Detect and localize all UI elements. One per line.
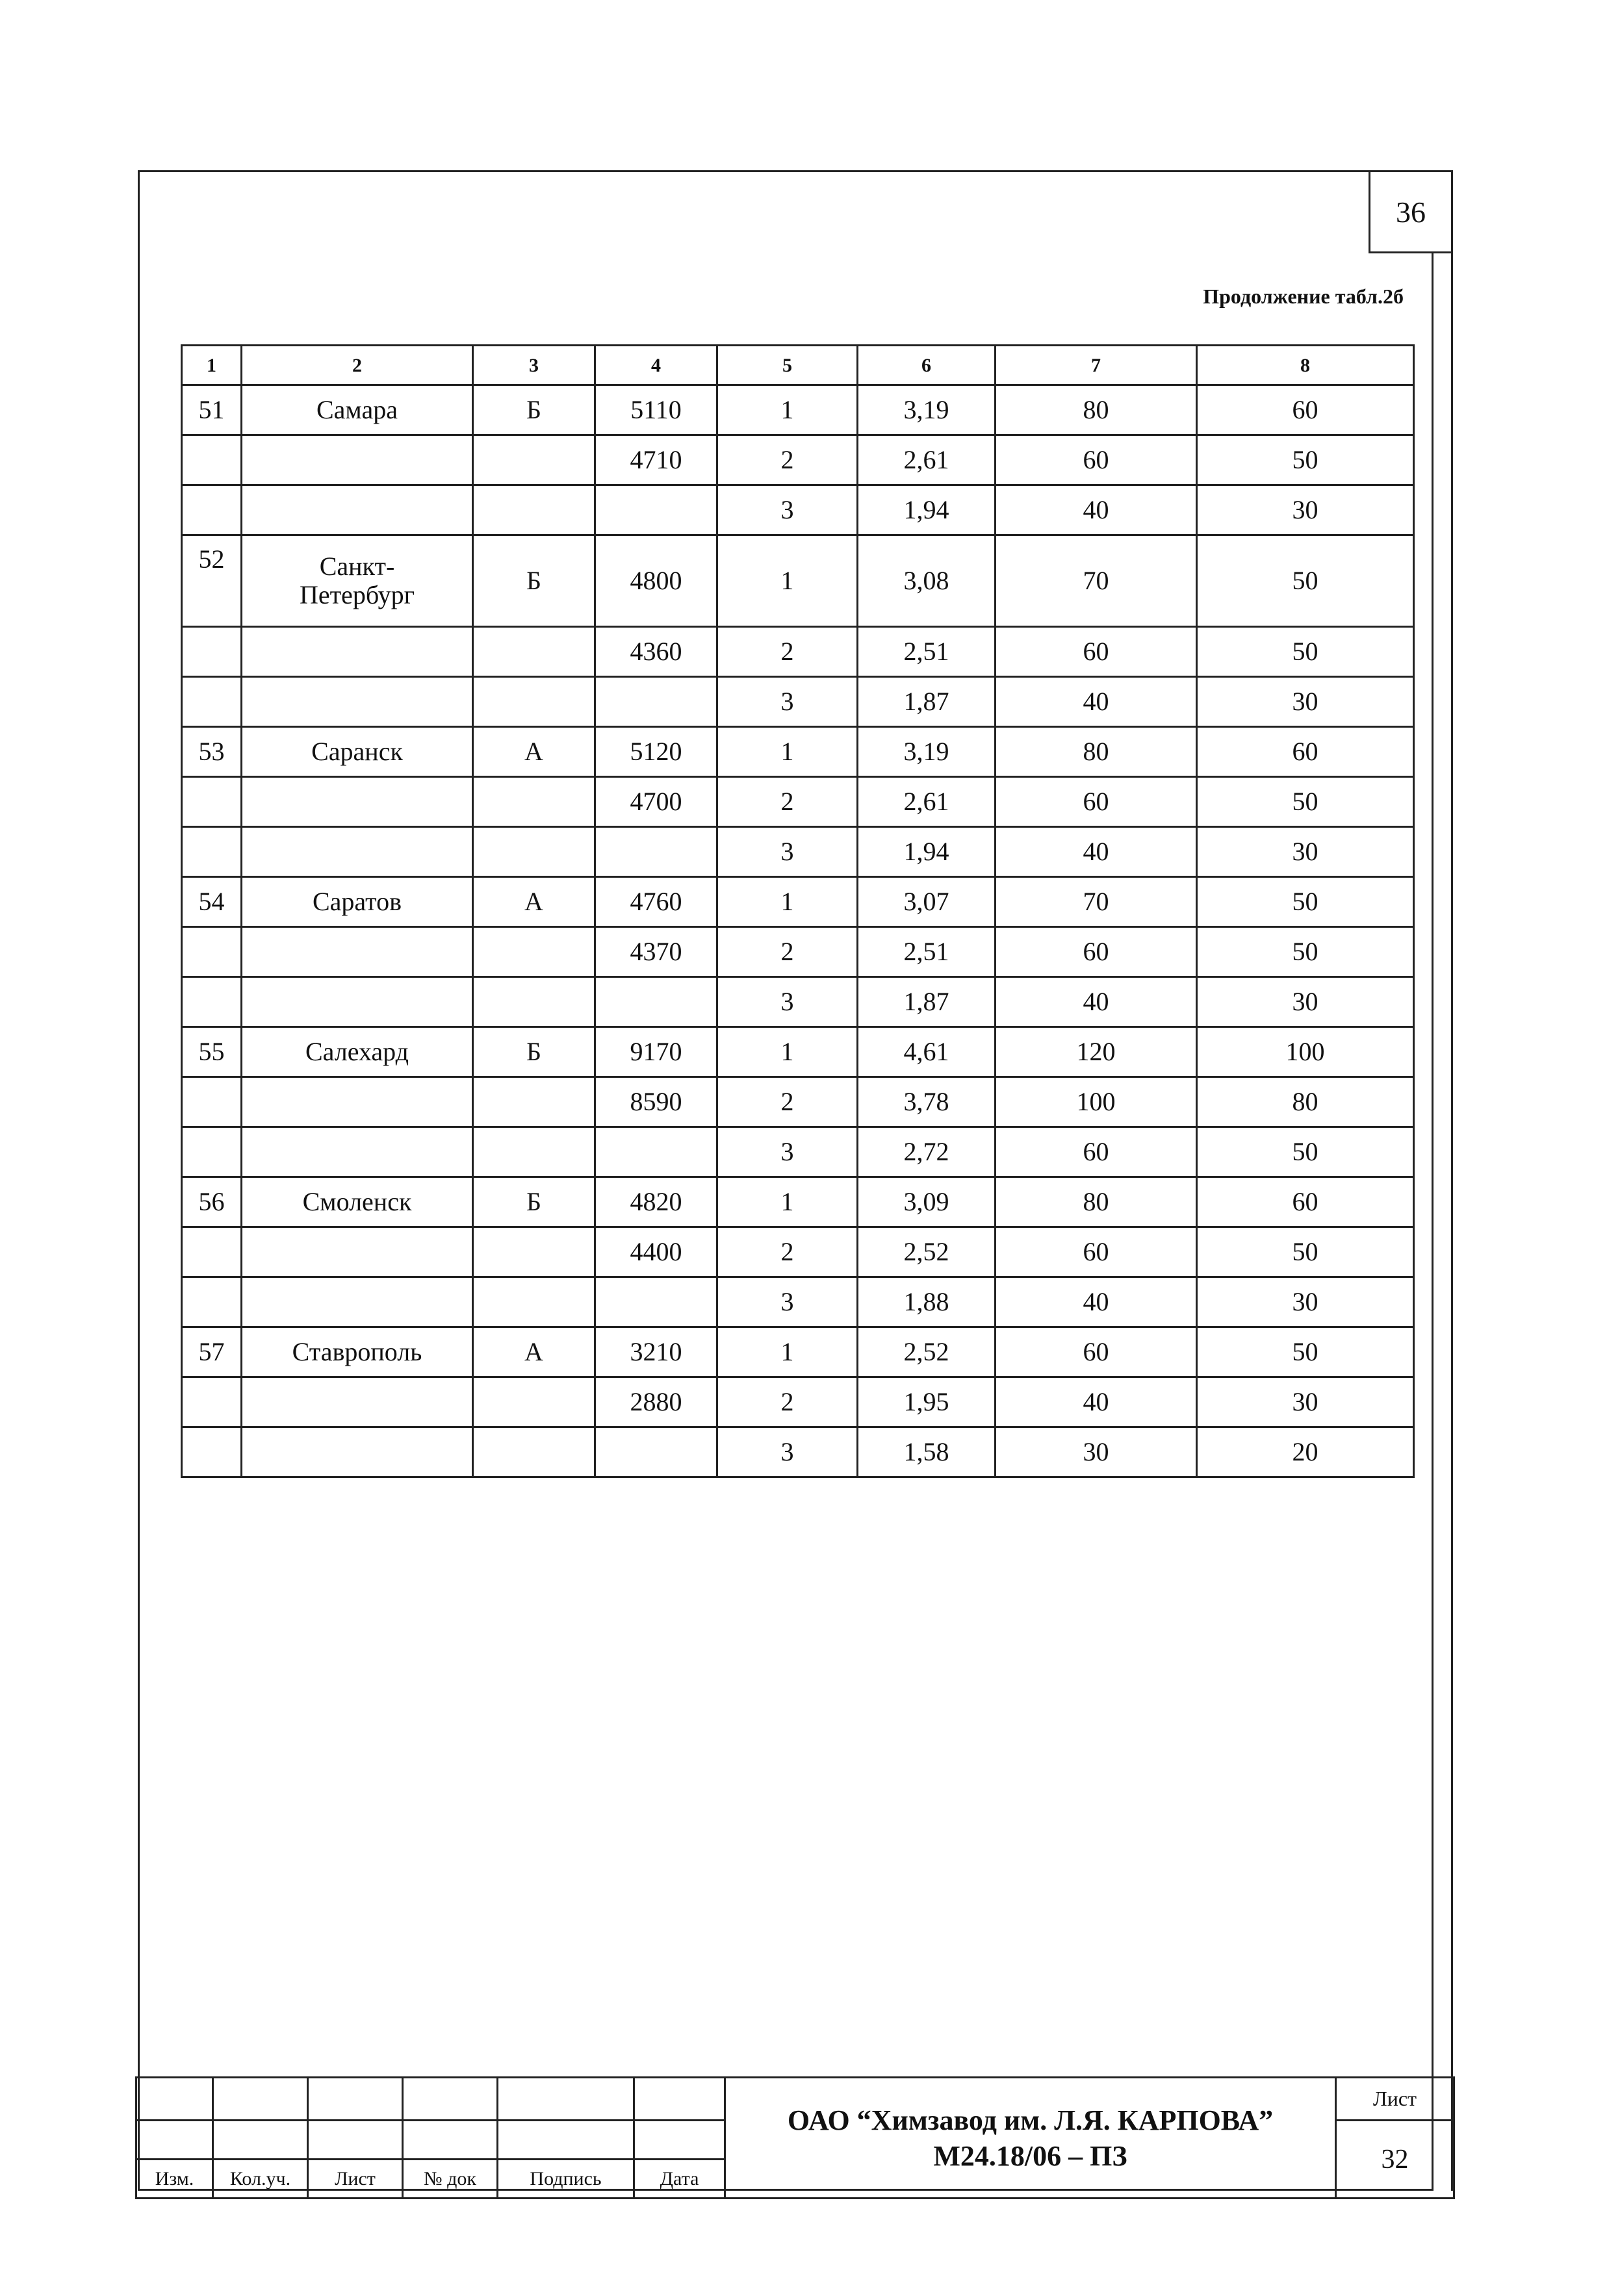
table-cell: 3 <box>717 485 858 535</box>
table-cell <box>242 485 473 535</box>
table-cell: 9170 <box>595 1027 717 1077</box>
table-cell: 80 <box>996 1177 1197 1227</box>
table-cell: 50 <box>1197 877 1414 927</box>
table-cell <box>473 677 595 727</box>
table-row <box>182 1427 1414 1477</box>
table-cell <box>242 827 473 877</box>
table-cell: 60 <box>996 927 1197 977</box>
table-cell <box>182 627 242 677</box>
table-cell: 2 <box>717 1227 858 1277</box>
table-cell: 4820 <box>595 1177 717 1227</box>
table-cell: 30 <box>1197 1277 1414 1327</box>
stamp-cell <box>498 2121 634 2160</box>
table-cell: 3,78 <box>858 1077 996 1127</box>
table-cell <box>182 435 242 485</box>
table-row <box>182 777 1414 827</box>
table-cell <box>595 827 717 877</box>
table-cell: 60 <box>996 435 1197 485</box>
table-cell: 1 <box>717 727 858 777</box>
table-cell: 60 <box>996 627 1197 677</box>
table-cell: 30 <box>1197 677 1414 727</box>
table-cell: 2 <box>717 927 858 977</box>
stamp-cell <box>498 2078 634 2121</box>
table-cell: 4,61 <box>858 1027 996 1077</box>
table-cell <box>473 1077 595 1127</box>
table-cell: 60 <box>996 1127 1197 1177</box>
document-code: М24.18/06 – ПЗ <box>933 2139 1127 2172</box>
table-cell: 8590 <box>595 1077 717 1127</box>
table-row <box>182 977 1414 1027</box>
table-cell: 70 <box>996 535 1197 627</box>
table-cell: 60 <box>996 1227 1197 1277</box>
table-cell: 3 <box>717 1427 858 1477</box>
table-cell: 56 <box>182 1177 242 1227</box>
table-cell: 1,94 <box>858 827 996 877</box>
table-cell: 30 <box>1197 485 1414 535</box>
table-cell <box>242 1077 473 1127</box>
table-cell <box>182 1227 242 1277</box>
table-cell <box>182 777 242 827</box>
table-row <box>182 627 1414 677</box>
table-row <box>182 1327 1414 1377</box>
table-cell <box>595 977 717 1027</box>
table-cell <box>242 1227 473 1277</box>
table-cell: 120 <box>996 1027 1197 1077</box>
table-row <box>182 727 1414 777</box>
table-cell: Саранск <box>242 727 473 777</box>
table-cell: 4800 <box>595 535 717 627</box>
table-cell <box>242 777 473 827</box>
table-cell: 1,87 <box>858 677 996 727</box>
table-cell: 30 <box>1197 977 1414 1027</box>
title-block <box>135 2076 1455 2199</box>
table-cell: 40 <box>996 677 1197 727</box>
sheet-number: 32 <box>1336 2121 1454 2199</box>
table-cell: 1,94 <box>858 485 996 535</box>
table-cell: Б <box>473 1027 595 1077</box>
table-cell: 4710 <box>595 435 717 485</box>
table-cell: 2 <box>717 1077 858 1127</box>
table-cell <box>242 1127 473 1177</box>
table-cell: 55 <box>182 1027 242 1077</box>
table-cell <box>595 485 717 535</box>
table-cell: 2,61 <box>858 777 996 827</box>
table-cell: А <box>473 877 595 927</box>
table-cell <box>182 1277 242 1327</box>
table-cell <box>242 435 473 485</box>
header-row <box>182 346 1414 385</box>
table-cell <box>182 1377 242 1427</box>
table-cell: Б <box>473 1177 595 1227</box>
table-cell: 60 <box>996 1327 1197 1377</box>
table-row <box>182 1227 1414 1277</box>
table-cell: 1 <box>717 385 858 435</box>
table-cell: 2,72 <box>858 1127 996 1177</box>
table-cell <box>595 677 717 727</box>
table-cell: 30 <box>1197 827 1414 877</box>
table-cell <box>595 1127 717 1177</box>
table-cell: Смоленск <box>242 1177 473 1227</box>
stamp-cell <box>308 2121 403 2160</box>
stamp-label-izm: Изм. <box>136 2160 213 2199</box>
stamp-cell <box>403 2078 498 2121</box>
stamp-cell <box>213 2121 308 2160</box>
table-row <box>182 1377 1414 1427</box>
page-number-box <box>1369 170 1453 253</box>
organization-title <box>725 2078 1336 2199</box>
table-cell: 1,95 <box>858 1377 996 1427</box>
table-cell: 30 <box>1197 1377 1414 1427</box>
table-cell: 3,19 <box>858 727 996 777</box>
table-cell: 50 <box>1197 535 1414 627</box>
column-number-header: 2 <box>242 346 473 385</box>
table-cell: 100 <box>1197 1027 1414 1077</box>
table-cell <box>182 827 242 877</box>
organization-name: ОАО “Химзавод им. Л.Я. КАРПОВА” <box>787 2104 1274 2136</box>
table-row <box>182 877 1414 927</box>
table-cell <box>473 1427 595 1477</box>
table-cell <box>182 485 242 535</box>
table-cell: 5120 <box>595 727 717 777</box>
table-cell: 50 <box>1197 777 1414 827</box>
table-cell <box>182 677 242 727</box>
table-cell: 40 <box>996 827 1197 877</box>
table-cell: 2,52 <box>858 1327 996 1377</box>
table-row <box>182 385 1414 435</box>
table-cell: Б <box>473 535 595 627</box>
table-row <box>182 827 1414 877</box>
table-cell: 50 <box>1197 435 1414 485</box>
table-cell: 4400 <box>595 1227 717 1277</box>
table-cell: 50 <box>1197 627 1414 677</box>
table-cell <box>473 1227 595 1277</box>
table-cell: 40 <box>996 977 1197 1027</box>
table-cell: 60 <box>1197 1177 1414 1227</box>
table-cell <box>242 677 473 727</box>
table-cell: Самара <box>242 385 473 435</box>
table-cell: 2880 <box>595 1377 717 1427</box>
stamp-label-signature: Подпись <box>498 2160 634 2199</box>
table-cell: 2,61 <box>858 435 996 485</box>
table-cell: 50 <box>1197 1227 1414 1277</box>
table-cell: 2 <box>717 777 858 827</box>
table-row <box>182 677 1414 727</box>
table-cell: 4700 <box>595 777 717 827</box>
table-cell: 4360 <box>595 627 717 677</box>
table-cell: 20 <box>1197 1427 1414 1477</box>
table-cell: 2 <box>717 1377 858 1427</box>
table-cell <box>182 1427 242 1477</box>
table-cell: 40 <box>996 485 1197 535</box>
table-cell: 54 <box>182 877 242 927</box>
table-row <box>182 1277 1414 1327</box>
table-cell: 1 <box>717 1177 858 1227</box>
stamp-label-list: Лист <box>308 2160 403 2199</box>
table-cell: 50 <box>1197 1127 1414 1177</box>
table-cell: 4760 <box>595 877 717 927</box>
table-cell <box>473 777 595 827</box>
table-row <box>182 535 1414 627</box>
table-cell: 60 <box>1197 385 1414 435</box>
table-cell <box>473 827 595 877</box>
table-cell <box>182 977 242 1027</box>
table-cell: 3,07 <box>858 877 996 927</box>
table-cell: 2 <box>717 627 858 677</box>
table-cell: Б <box>473 385 595 435</box>
table-cell <box>595 1427 717 1477</box>
table-cell <box>182 1077 242 1127</box>
table-cell <box>473 1377 595 1427</box>
table-cell: 57 <box>182 1327 242 1377</box>
table-caption: Продолжение табл.2б <box>1203 285 1404 308</box>
table-cell: 3,08 <box>858 535 996 627</box>
table-cell: 5110 <box>595 385 717 435</box>
table-cell: А <box>473 727 595 777</box>
table-cell <box>473 1127 595 1177</box>
table-cell <box>473 1277 595 1327</box>
table-cell: 1,87 <box>858 977 996 1027</box>
data-table <box>181 344 1415 1478</box>
table-cell: 80 <box>1197 1077 1414 1127</box>
stamp-cell <box>136 2078 213 2121</box>
table-cell: 70 <box>996 877 1197 927</box>
table-cell: 50 <box>1197 927 1414 977</box>
table-cell: 80 <box>996 727 1197 777</box>
stamp-cell <box>634 2121 725 2160</box>
column-number-header: 3 <box>473 346 595 385</box>
stamp-cell <box>308 2078 403 2121</box>
table-cell: 53 <box>182 727 242 777</box>
table-cell: 3,19 <box>858 385 996 435</box>
table-cell: 4370 <box>595 927 717 977</box>
table-cell: 3 <box>717 827 858 877</box>
table-cell: Санкт-Петербург <box>242 535 473 627</box>
table-cell <box>473 927 595 977</box>
table-cell <box>473 627 595 677</box>
table-cell <box>473 485 595 535</box>
stamp-cell <box>403 2121 498 2160</box>
column-number-header: 7 <box>996 346 1197 385</box>
table-cell <box>182 1127 242 1177</box>
table-cell <box>595 1277 717 1327</box>
stamp-label-doc-no: № док <box>403 2160 498 2199</box>
stamp-label-kol-uch: Кол.уч. <box>213 2160 308 2199</box>
frame-top-line <box>138 170 1453 172</box>
table-cell: 60 <box>1197 727 1414 777</box>
table-cell: 3 <box>717 677 858 727</box>
table-cell: 3 <box>717 1127 858 1177</box>
table-cell: 1 <box>717 535 858 627</box>
table-cell: 3 <box>717 1277 858 1327</box>
table-row <box>182 927 1414 977</box>
table-cell: Саратов <box>242 877 473 927</box>
table-cell: 1,88 <box>858 1277 996 1327</box>
page-number: 36 <box>1396 195 1426 229</box>
table-cell: 1 <box>717 1327 858 1377</box>
column-number-header: 5 <box>717 346 858 385</box>
table-row <box>182 1177 1414 1227</box>
table-cell <box>182 927 242 977</box>
column-number-header: 1 <box>182 346 242 385</box>
table-cell: 40 <box>996 1377 1197 1427</box>
table-cell: 1 <box>717 1027 858 1077</box>
table-cell: 100 <box>996 1077 1197 1127</box>
table-cell: 80 <box>996 385 1197 435</box>
stamp-label-date: Дата <box>634 2160 725 2199</box>
table-cell: 2 <box>717 435 858 485</box>
table-cell: А <box>473 1327 595 1377</box>
table-cell <box>242 1427 473 1477</box>
column-number-header: 4 <box>595 346 717 385</box>
table-cell: 2,51 <box>858 927 996 977</box>
table-row <box>182 1077 1414 1127</box>
table-cell: 40 <box>996 1277 1197 1327</box>
table-cell: Ставрополь <box>242 1327 473 1377</box>
table-cell: 2,52 <box>858 1227 996 1277</box>
table-cell: 1 <box>717 877 858 927</box>
stamp-cell <box>136 2121 213 2160</box>
table-cell: 51 <box>182 385 242 435</box>
table-cell: 60 <box>996 777 1197 827</box>
table-row <box>182 1027 1414 1077</box>
table-cell: 2,51 <box>858 627 996 677</box>
table-cell: 3 <box>717 977 858 1027</box>
column-number-header: 6 <box>858 346 996 385</box>
table-row <box>182 435 1414 485</box>
table-row <box>182 1127 1414 1177</box>
frame-right-line <box>1451 170 1453 2191</box>
table-cell <box>242 1277 473 1327</box>
table-cell: 3210 <box>595 1327 717 1377</box>
table-cell <box>242 927 473 977</box>
table-cell: Салехард <box>242 1027 473 1077</box>
stamp-cell <box>213 2078 308 2121</box>
table-cell <box>242 1377 473 1427</box>
table-row <box>182 485 1414 535</box>
table-cell: 1,58 <box>858 1427 996 1477</box>
table-cell <box>242 627 473 677</box>
table-cell: 52 <box>182 535 242 627</box>
column-number-header: 8 <box>1197 346 1414 385</box>
table-cell: 50 <box>1197 1327 1414 1377</box>
table-cell <box>242 977 473 1027</box>
table-cell: 30 <box>996 1427 1197 1477</box>
table-cell <box>473 977 595 1027</box>
stamp-cell <box>634 2078 725 2121</box>
sheet-label: Лист <box>1336 2078 1454 2121</box>
table-cell <box>473 435 595 485</box>
table-cell: 3,09 <box>858 1177 996 1227</box>
